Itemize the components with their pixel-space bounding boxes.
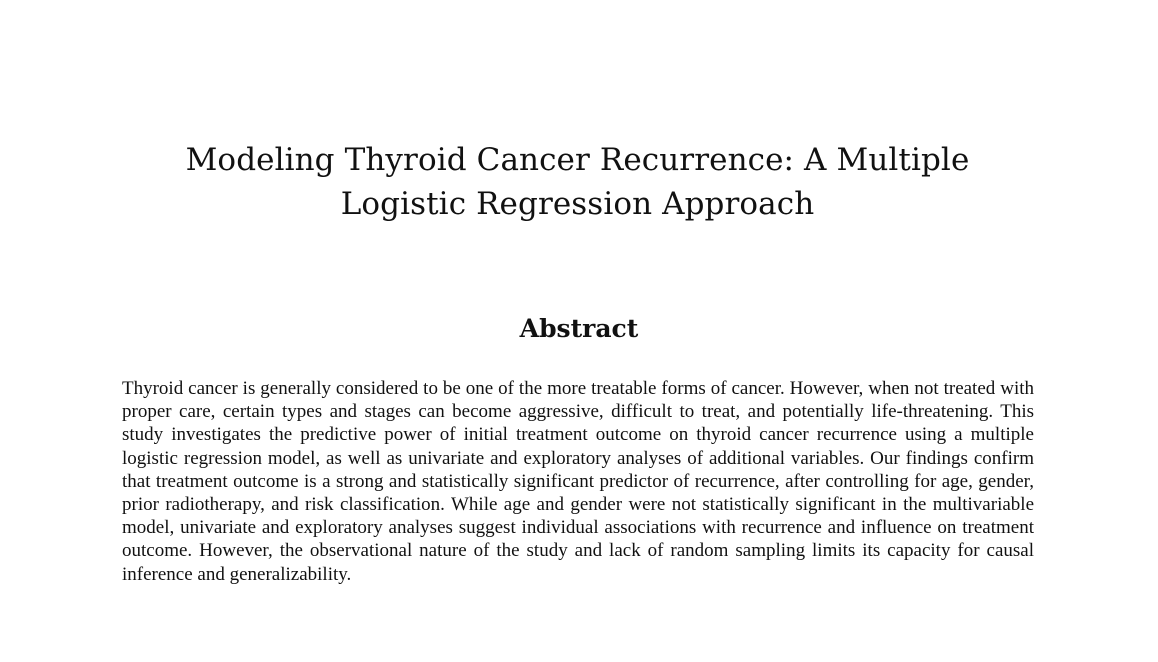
abstract-heading: Abstract [519, 314, 639, 343]
paper-title: Modeling Thyroid Cancer Recurrence: A Multiple Logistic Regression Approach [185, 142, 970, 222]
abstract-text: Thyroid cancer is generally considered to be one of the more treatable forms of cancer. However, when not treated with proper care, certain types and stages can become aggressive, difficult to treat, and potentially life-threatening. This study investigates the predictive power of initial treatment outcome on thyroid cancer recurrence using a multiple logistic regression model, as well as univariate and exploratory analyses of additional variables. Our findings confirm that treatment outcome is a strong and statistically significant predictor of recurrence, after controlling for age, gender, prior radiotherapy, and risk classification. While age and gender were not statistically significant in the multivariable model, univariate and exploratory analyses suggest individual associations with recurrence and influence on treatment outcome. However, the observational nature of the study and lack of random sampling limits its capacity for causal inference and generalizability. [122, 378, 1034, 585]
